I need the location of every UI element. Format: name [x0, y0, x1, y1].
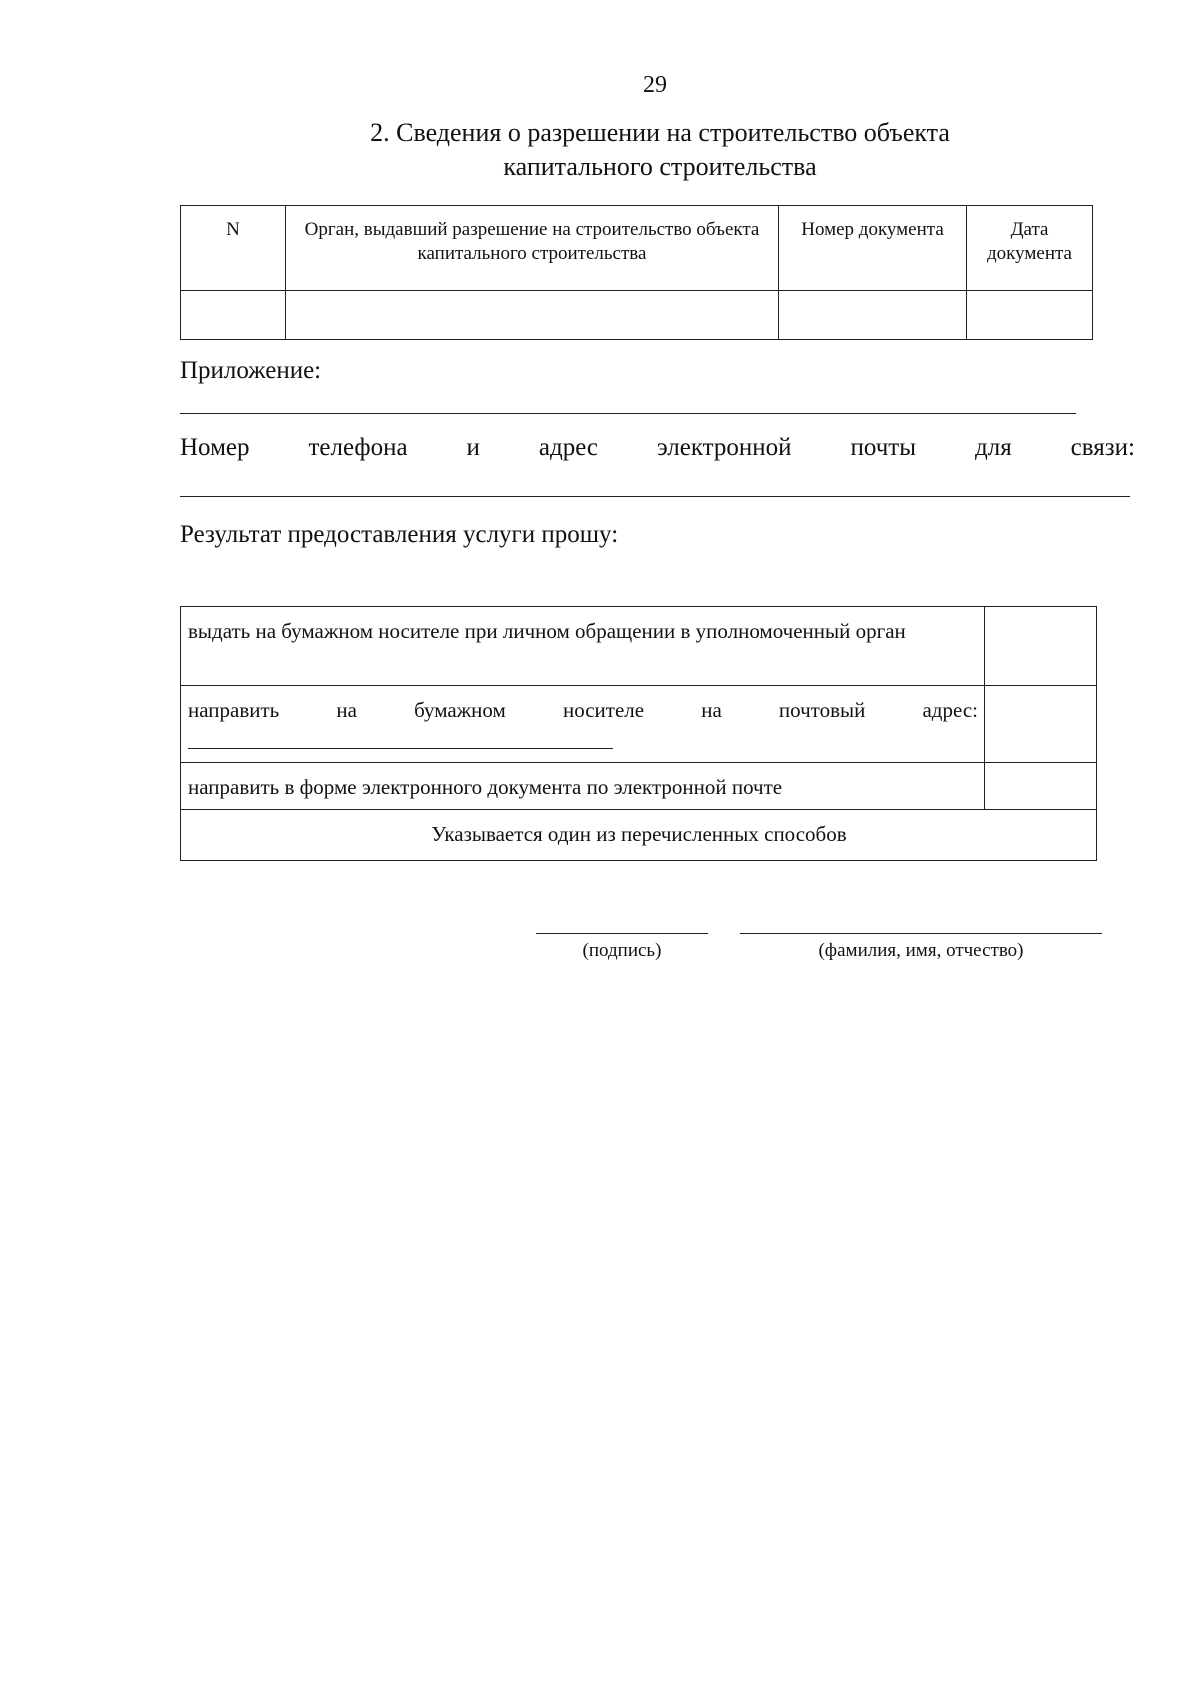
cell-issuing-authority[interactable]	[286, 291, 779, 340]
col-header-issuing-authority: Орган, выдавший разрешение на строительство объекта капитального строительства	[286, 206, 779, 291]
contact-word: электронной	[656, 434, 792, 461]
attachment-underline	[180, 413, 1076, 414]
contact-word: связи:	[1070, 434, 1135, 461]
contact-label	[180, 433, 1135, 463]
option-paper-by-mail	[181, 686, 985, 763]
postal-address-field[interactable]	[188, 726, 613, 749]
attachment-field[interactable]	[180, 389, 1076, 411]
result-note-row	[181, 810, 1097, 861]
contact-word: Номер	[180, 434, 250, 461]
option-word: носителе	[562, 698, 645, 722]
option-word: почтовый	[778, 698, 866, 722]
option-word: бумажном	[414, 698, 506, 722]
section-title-line2: капитального строительства	[503, 152, 817, 181]
signature-label: (подпись)	[582, 940, 662, 961]
contact-field[interactable]	[180, 472, 1130, 494]
col-header-number: N	[181, 206, 286, 291]
full-name-underline	[740, 933, 1102, 934]
contact-underline	[180, 496, 1130, 497]
signature-field[interactable]	[536, 909, 708, 931]
result-note: Указывается один из перечисленных способов	[181, 810, 1097, 861]
option-word: на	[701, 698, 722, 722]
option-word: направить	[188, 698, 280, 722]
full-name-label: (фамилия, имя, отчество)	[818, 940, 1024, 961]
col-header-document-date: Дата документа	[967, 206, 1093, 291]
option-electronic-email-checkbox[interactable]	[985, 763, 1097, 810]
option-paper-by-mail-checkbox[interactable]	[985, 686, 1097, 763]
option-paper-in-person: выдать на бумажном носителе при личном обращении в уполномоченный орган	[181, 607, 985, 686]
cell-document-date[interactable]	[967, 291, 1093, 340]
section-title-line1: 2. Сведения о разрешении на строительство объекта	[370, 118, 950, 147]
contact-word: и	[466, 434, 480, 461]
result-label: Результат предоставления услуги прошу:	[180, 521, 619, 548]
cell-document-number[interactable]	[779, 291, 967, 340]
result-options-table	[180, 606, 1097, 861]
full-name-field[interactable]	[740, 909, 1102, 931]
contact-word: почты	[850, 434, 917, 461]
table-row	[181, 291, 1093, 340]
signature-underline	[536, 933, 708, 934]
contact-word: телефона	[308, 434, 408, 461]
option-paper-by-mail-text	[188, 696, 978, 724]
col-header-document-number: Номер документа	[779, 206, 967, 291]
section-title	[300, 116, 1020, 184]
option-word: адрес:	[922, 698, 978, 722]
attachment-label: Приложение:	[180, 357, 322, 384]
contact-word: адрес	[538, 434, 599, 461]
contact-word: для	[975, 434, 1012, 461]
page-number: 29	[643, 72, 667, 98]
option-word: на	[336, 698, 357, 722]
permit-table-header-row	[181, 206, 1093, 291]
result-option-row	[181, 686, 1097, 763]
permit-table	[180, 205, 1093, 340]
result-option-row	[181, 607, 1097, 686]
option-electronic-email: направить в форме электронного документа по электронной почте	[181, 763, 985, 810]
result-option-row	[181, 763, 1097, 810]
option-paper-in-person-checkbox[interactable]	[985, 607, 1097, 686]
cell-number[interactable]	[181, 291, 286, 340]
